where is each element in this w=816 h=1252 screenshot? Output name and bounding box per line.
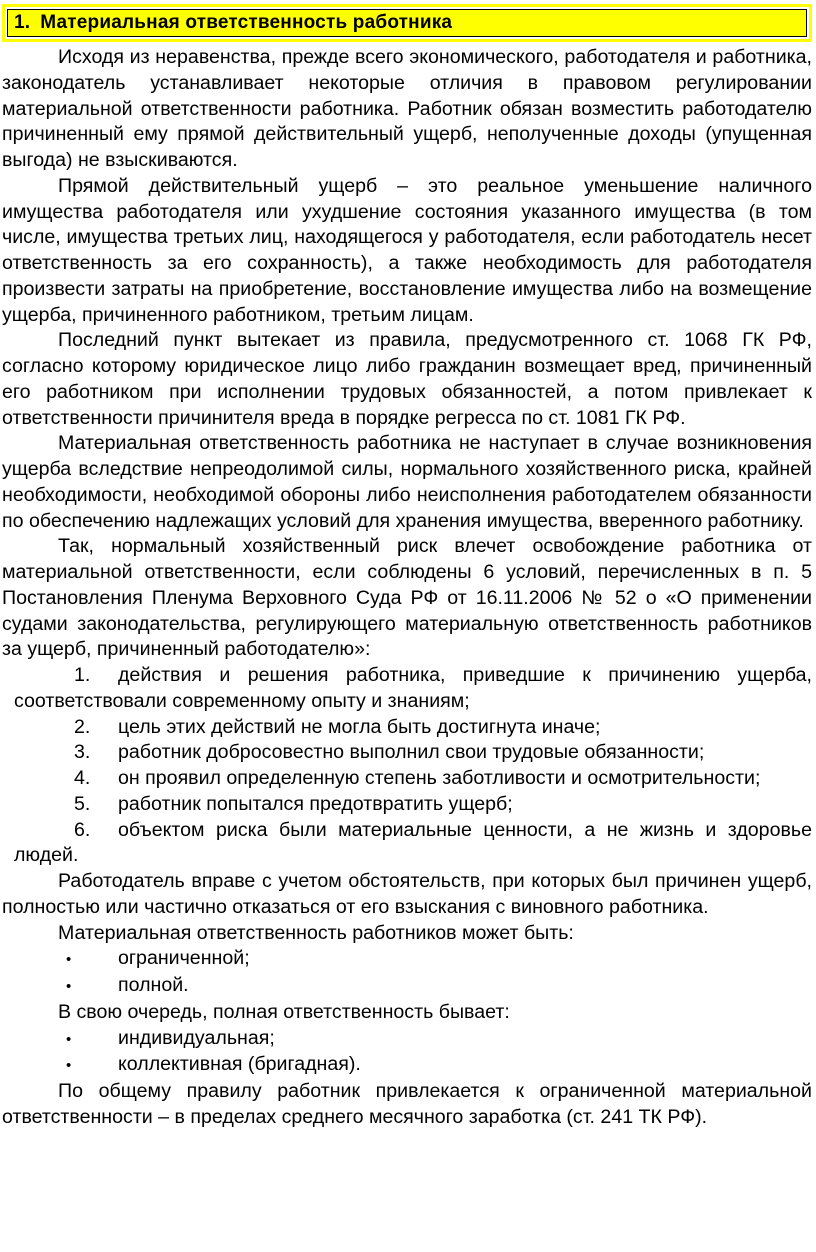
paragraph-5: Так, нормальный хозяйственный риск влечет освобождение работника от материальной ответственности, если соблюдены 6 условий, перечисленных в п. 5 Постановления Пленума Верховного Суда РФ от 16.11.2006 № 52 о «О применении судами законодательства, регулирующего материальную ответственность работников за ущерб, причиненный работодателю»: bbox=[2, 535, 812, 661]
list-item-text: цель этих действий не могла быть достигнута иначе; bbox=[118, 715, 601, 738]
list-item-text: работник попытался предотвратить ущерб; bbox=[118, 792, 513, 815]
section-heading bbox=[7, 9, 807, 37]
list-item bbox=[2, 818, 812, 870]
bullet-item bbox=[2, 973, 812, 1000]
liability-types-list bbox=[2, 946, 812, 1000]
list-item bbox=[2, 663, 812, 715]
list-item-text: работник добросовестно выполнил свои трудовые обязанности; bbox=[118, 741, 705, 764]
paragraph-6: Работодатель вправе с учетом обстоятельств, при которых был причинен ущерб, полностью или частично отказаться от его взыскания с виновного работника. bbox=[2, 870, 812, 918]
paragraph-8: В свою очередь, полная ответственность бывает: bbox=[58, 1000, 510, 1023]
section-heading-frame bbox=[2, 4, 812, 42]
list-item-number: 3. bbox=[74, 741, 91, 764]
list-item-text: он проявил определенную степень заботливости и осмотрительности; bbox=[118, 767, 761, 789]
bullet-item bbox=[2, 946, 812, 973]
paragraph-7: Материальная ответственность работников может быть: bbox=[58, 921, 574, 944]
heading-title: Материальная ответственность работника bbox=[40, 12, 453, 33]
paragraph-3: Последний пункт вытекает из правила, предусмотренного ст. 1068 ГК РФ, согласно которому юридическое лицо либо гражданин возмещает вред, причиненный его работником при исполнении трудовых обязанностей, а потом привлекает к ответственности причинителя вреда в порядке регресса по ст. 1081 ГК РФ. bbox=[2, 329, 812, 429]
paragraph-2: Прямой действительный ущерб – это реальное уменьшение наличного имущества работодателя или ухудшение состояния указанного имущества (в том числе, имущества третьих лиц, находящегося у работодателя, если работодатель несет ответственность за его сохранность), а также необходимость для работодателя произвести затраты на приобретение, восстановление имущества либо на возмещение ущерба, причиненного работником, третьим лицам. bbox=[2, 174, 812, 326]
conditions-list bbox=[2, 663, 812, 869]
list-item-text: объектом риска были материальные ценности, а не жизнь и здоровье людей. bbox=[14, 818, 812, 867]
list-item-number: 2. bbox=[74, 715, 91, 738]
bullet-text: коллективная (бригадная). bbox=[118, 1053, 361, 1076]
paragraph-9: По общему правилу работник привлекается к ограниченной материальной ответственности – в пределах среднего месячного заработка (ст. 241 ТК РФ). bbox=[2, 1080, 812, 1128]
bullet-item bbox=[2, 1052, 812, 1079]
full-liability-types-list bbox=[2, 1026, 812, 1080]
list-item-number: 4. bbox=[74, 767, 91, 789]
list-item-text: действия и решения работника, приведшие к причинению ущерба, соответствовали современному опыту и знаниям; bbox=[14, 664, 812, 712]
bullet-text: ограниченной; bbox=[118, 947, 250, 970]
bullet-icon: • bbox=[66, 1030, 72, 1048]
list-item-number: 5. bbox=[74, 792, 91, 815]
list-item bbox=[2, 766, 812, 792]
document-body bbox=[2, 45, 812, 1131]
list-item bbox=[2, 792, 812, 818]
paragraph-4: Материальная ответственность работника не наступает в случае возникновения ущерба вследствие непреодолимой силы, нормального хозяйственного риска, крайней необходимости, необходимой обороны либо неисполнения работодателем обязанности по обеспечению надлежащих условий для хранения имущества, вверенного работнику. bbox=[2, 432, 812, 532]
bullet-icon: • bbox=[66, 951, 72, 969]
bullet-text: полной. bbox=[118, 974, 189, 996]
bullet-item bbox=[2, 1026, 812, 1053]
bullet-icon: • bbox=[66, 978, 72, 995]
list-item bbox=[2, 715, 812, 741]
heading-number: 1. bbox=[14, 12, 31, 33]
paragraph-1: Исходя из неравенства, прежде всего экономического, работодателя и работника, законодатель устанавливает некоторые отличия в правовом регулировании материальной ответственности работника. Работник обязан возместить работодателю причиненный ему прямой действительный ущерб, неполученные доходы (упущенная выгода) не взыскиваются. bbox=[2, 46, 812, 171]
bullet-icon: • bbox=[66, 1057, 72, 1075]
list-item-number: 6. bbox=[74, 818, 91, 841]
list-item bbox=[2, 740, 812, 766]
list-item-number: 1. bbox=[74, 664, 91, 686]
bullet-text: индивидуальная; bbox=[118, 1026, 275, 1049]
